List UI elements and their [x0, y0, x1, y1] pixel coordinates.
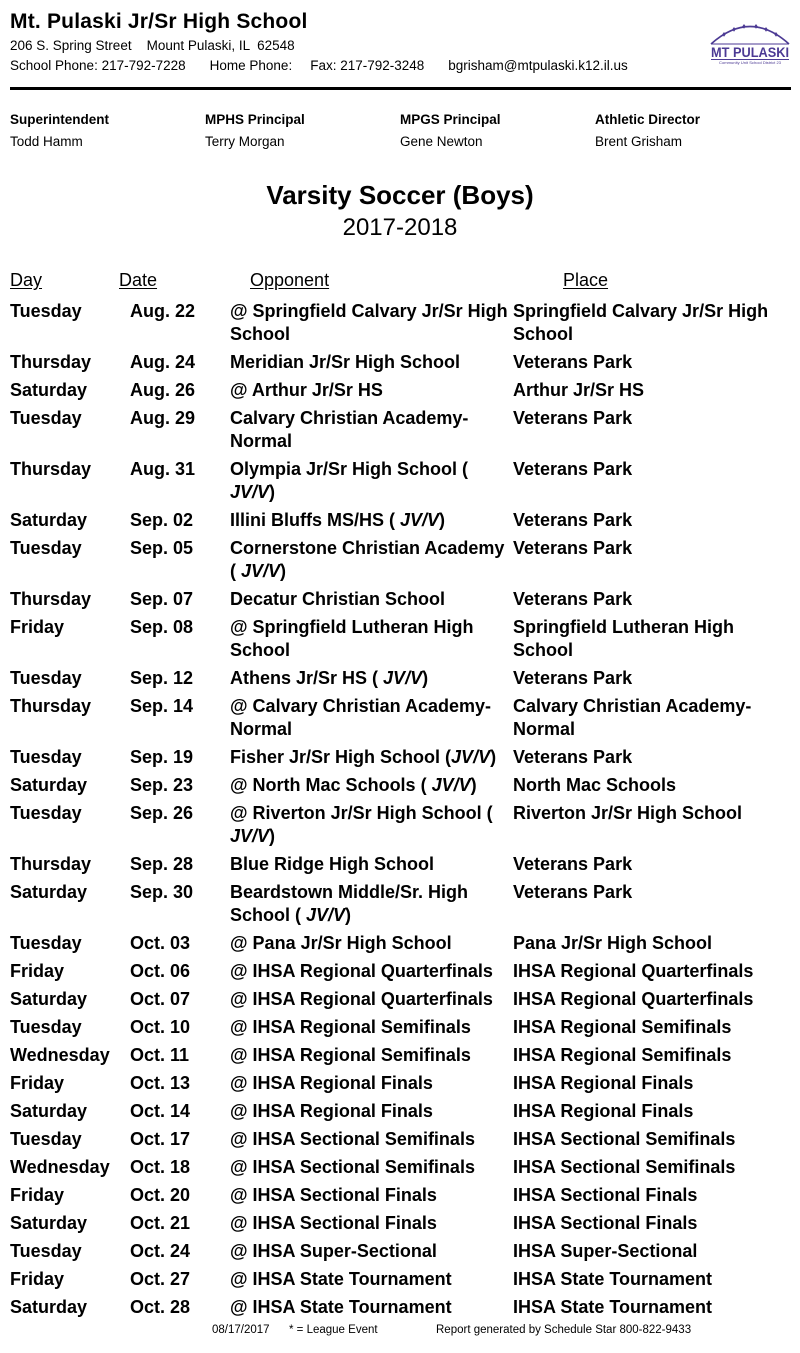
place-cell: IHSA Regional Finals: [513, 1073, 694, 1093]
date-cell: Oct. 07: [130, 989, 191, 1009]
staff-name: Brent Grisham: [595, 134, 683, 149]
schedule-row: [10, 802, 790, 848]
day-cell: Tuesday: [10, 668, 82, 688]
document-header: [0, 0, 800, 74]
day-cell: Saturday: [10, 775, 88, 795]
logo-tagline: Community Unit School District 23: [719, 60, 781, 65]
school-logo-graphic: [704, 16, 796, 66]
opponent-cell: @ IHSA Sectional Semifinals: [230, 1157, 475, 1177]
contact-email: bgrisham@mtpulaski.k12.il.us: [448, 58, 628, 73]
date-cell: Oct. 28: [130, 1297, 191, 1317]
opponent-cell: Meridian Jr/Sr High School: [230, 352, 461, 372]
schedule-row: [10, 960, 790, 983]
place-cell: Riverton Jr/Sr High School: [513, 803, 743, 823]
date-cell: Oct. 13: [130, 1073, 191, 1093]
day-cell: Thursday: [10, 352, 92, 372]
schedule-title-block: [0, 180, 800, 242]
day-cell: Friday: [10, 961, 65, 981]
schedule-row: [10, 988, 790, 1011]
schedule-row: [10, 407, 790, 453]
opponent-cell: @ Springfield Lutheran High School: [230, 617, 474, 660]
city-state-zip: Mount Pulaski, IL 62548: [146, 38, 295, 53]
schedule-row: [10, 300, 790, 346]
opponent-column-header: Opponent: [250, 270, 330, 290]
opponent-cell: Blue Ridge High School: [230, 854, 435, 874]
opponent-cell: @ IHSA Regional Finals: [230, 1101, 433, 1121]
date-cell: Oct. 21: [130, 1213, 191, 1233]
schedule-row: [10, 537, 790, 583]
date-cell: Aug. 22: [130, 301, 196, 321]
opponent-cell: @ Pana Jr/Sr High School: [230, 933, 452, 953]
day-cell: Tuesday: [10, 301, 82, 321]
date-cell: Sep. 30: [130, 882, 194, 902]
day-cell: Tuesday: [10, 1017, 82, 1037]
date-cell: Oct. 27: [130, 1269, 191, 1289]
day-cell: Friday: [10, 617, 65, 637]
date-cell: Sep. 26: [130, 803, 194, 823]
logo-wordmark: MT PULASKI: [711, 45, 789, 60]
page-title: Varsity Soccer (Boys): [266, 180, 534, 210]
day-cell: Tuesday: [10, 538, 82, 558]
date-cell: Sep. 05: [130, 538, 194, 558]
place-cell: Veterans Park: [513, 854, 633, 874]
day-cell: Tuesday: [10, 1241, 82, 1261]
opponent-cell: @ IHSA Regional Semifinals: [230, 1017, 471, 1037]
staff-role: Superintendent: [10, 112, 110, 127]
schedule-row: [10, 1268, 790, 1291]
fax-number: Fax: 217-792-3248: [310, 58, 425, 73]
place-cell: Veterans Park: [513, 408, 633, 428]
schedule-row: [10, 1240, 790, 1263]
schedule-row: [10, 616, 790, 662]
generator-credit: Report generated by Schedule Star 800-822-9433: [436, 1324, 692, 1336]
place-cell: IHSA State Tournament: [513, 1297, 713, 1317]
opponent-cell: Fisher Jr/Sr High School (JV/V): [230, 747, 497, 767]
opponent-cell: Beardstown Middle/Sr. High School ( JV/V): [230, 882, 469, 925]
place-cell: IHSA Regional Finals: [513, 1101, 694, 1121]
date-cell: Aug. 24: [130, 352, 196, 372]
opponent-cell: @ IHSA State Tournament: [230, 1269, 452, 1289]
date-cell: Sep. 08: [130, 617, 194, 637]
date-cell: Aug. 29: [130, 408, 196, 428]
document-footer: [0, 1324, 800, 1340]
date-cell: Oct. 17: [130, 1129, 191, 1149]
day-cell: Thursday: [10, 696, 92, 716]
schedule-row: [10, 1296, 790, 1319]
day-cell: Tuesday: [10, 933, 82, 953]
opponent-cell: @ IHSA Regional Quarterfinals: [230, 989, 493, 1009]
date-cell: Sep. 07: [130, 589, 194, 609]
opponent-cell: Calvary Christian Academy-Normal: [230, 408, 469, 451]
opponent-cell: Illini Bluffs MS/HS ( JV/V): [230, 510, 446, 530]
schedule-row: [10, 667, 790, 690]
opponent-cell: @ Riverton Jr/Sr High School ( JV/V): [230, 803, 493, 846]
header-divider: [10, 87, 791, 90]
place-cell: IHSA Regional Quarterfinals: [513, 989, 754, 1009]
schedule-row: [10, 588, 790, 611]
staff-directory: [0, 112, 800, 149]
staff-role: MPHS Principal: [205, 112, 305, 127]
place-cell: Veterans Park: [513, 352, 633, 372]
day-cell: Friday: [10, 1073, 65, 1093]
school-logo: [704, 16, 796, 66]
schedule-table-body: [10, 300, 790, 1319]
school-contact-line: [10, 57, 790, 74]
place-cell: IHSA State Tournament: [513, 1269, 713, 1289]
date-cell: Sep. 12: [130, 668, 194, 688]
season-subtitle: 2017-2018: [342, 214, 458, 241]
school-name: Mt. Pulaski Jr/Sr High School: [10, 10, 308, 33]
date-cell: Oct. 03: [130, 933, 191, 953]
schedule-table-header: [10, 269, 790, 291]
date-cell: Oct. 24: [130, 1241, 191, 1261]
day-cell: Thursday: [10, 589, 92, 609]
schedule-row: [10, 1184, 790, 1207]
opponent-cell: @ IHSA Regional Finals: [230, 1073, 433, 1093]
day-cell: Saturday: [10, 1213, 88, 1233]
league-event-legend: * = League Event: [289, 1324, 378, 1336]
day-cell: Tuesday: [10, 803, 82, 823]
date-cell: Aug. 26: [130, 380, 196, 400]
opponent-cell: @ Springfield Calvary Jr/Sr High School: [230, 301, 508, 344]
opponent-cell: Olympia Jr/Sr High School ( JV/V): [230, 459, 469, 502]
day-cell: Thursday: [10, 459, 92, 479]
place-cell: IHSA Sectional Finals: [513, 1213, 698, 1233]
date-cell: Sep. 19: [130, 747, 194, 767]
opponent-cell: Athens Jr/Sr HS ( JV/V): [230, 668, 429, 688]
day-cell: Saturday: [10, 510, 88, 530]
staff-entry: [595, 112, 790, 149]
day-cell: Saturday: [10, 1101, 88, 1121]
staff-entry: [400, 112, 595, 149]
place-cell: North Mac Schools: [513, 775, 677, 795]
place-cell: Veterans Park: [513, 882, 633, 902]
date-cell: Oct. 20: [130, 1185, 191, 1205]
place-cell: Veterans Park: [513, 747, 633, 767]
opponent-cell: Cornerstone Christian Academy ( JV/V): [230, 538, 505, 581]
date-cell: Oct. 14: [130, 1101, 191, 1121]
date-cell: Oct. 11: [130, 1045, 190, 1065]
schedule-row: [10, 1044, 790, 1067]
opponent-cell: @ IHSA Regional Semifinals: [230, 1045, 471, 1065]
school-phone: School Phone: 217-792-7228: [10, 58, 186, 73]
place-cell: IHSA Sectional Semifinals: [513, 1157, 736, 1177]
schedule-row: [10, 458, 790, 504]
place-cell: Veterans Park: [513, 538, 633, 558]
place-cell: IHSA Regional Semifinals: [513, 1017, 732, 1037]
place-cell: IHSA Regional Quarterfinals: [513, 961, 754, 981]
place-cell: IHSA Sectional Semifinals: [513, 1129, 736, 1149]
schedule-row: [10, 1128, 790, 1151]
date-cell: Oct. 06: [130, 961, 191, 981]
schedule-row: [10, 509, 790, 532]
staff-entry: [205, 112, 400, 149]
staff-role: Athletic Director: [595, 112, 701, 127]
schedule-row: [10, 351, 790, 374]
place-cell: Springfield Calvary Jr/Sr High School: [513, 301, 769, 344]
opponent-cell: @ IHSA State Tournament: [230, 1297, 452, 1317]
staff-name: Todd Hamm: [10, 134, 83, 149]
opponent-cell: @ IHSA Sectional Finals: [230, 1213, 437, 1233]
schedule-row: [10, 1016, 790, 1039]
day-cell: Saturday: [10, 882, 88, 902]
place-cell: Springfield Lutheran High School: [513, 617, 734, 660]
schedule-row: [10, 1156, 790, 1179]
home-phone-label: Home Phone:: [209, 58, 293, 73]
place-cell: Veterans Park: [513, 668, 633, 688]
schedule-table: [0, 269, 800, 1319]
staff-name: Gene Newton: [400, 134, 483, 149]
place-cell: Arthur Jr/Sr HS: [513, 380, 645, 400]
staff-role: MPGS Principal: [400, 112, 501, 127]
school-address: [10, 37, 790, 54]
opponent-cell: @ IHSA Sectional Finals: [230, 1185, 437, 1205]
opponent-cell: @ IHSA Sectional Semifinals: [230, 1129, 475, 1149]
place-column-header: Place: [563, 270, 609, 290]
day-cell: Tuesday: [10, 1129, 82, 1149]
staff-entry: [10, 112, 205, 149]
schedule-row: [10, 774, 790, 797]
report-date: 08/17/2017: [212, 1324, 270, 1336]
schedule-row: [10, 881, 790, 927]
day-cell: Tuesday: [10, 408, 82, 428]
day-cell: Wednesday: [10, 1045, 110, 1065]
date-cell: Sep. 14: [130, 696, 194, 716]
opponent-cell: @ Arthur Jr/Sr HS: [230, 380, 383, 400]
day-cell: Wednesday: [10, 1157, 110, 1177]
schedule-row: [10, 853, 790, 876]
opponent-cell: @ Calvary Christian Academy-Normal: [230, 696, 491, 739]
place-cell: IHSA Regional Semifinals: [513, 1045, 732, 1065]
schedule-row: [10, 932, 790, 955]
date-cell: Oct. 18: [130, 1157, 191, 1177]
day-cell: Tuesday: [10, 747, 82, 767]
schedule-row: [10, 1212, 790, 1235]
place-cell: IHSA Super-Sectional: [513, 1241, 698, 1261]
date-cell: Sep. 23: [130, 775, 194, 795]
place-cell: Veterans Park: [513, 510, 633, 530]
opponent-cell: @ IHSA Super-Sectional: [230, 1241, 437, 1261]
opponent-cell: @ North Mac Schools ( JV/V): [230, 775, 477, 795]
street-address: 206 S. Spring Street: [10, 38, 132, 53]
opponent-cell: Decatur Christian School: [230, 589, 446, 609]
day-cell: Friday: [10, 1269, 65, 1289]
day-column-header: Day: [10, 270, 43, 290]
day-cell: Thursday: [10, 854, 92, 874]
schedule-row: [10, 379, 790, 402]
day-cell: Saturday: [10, 1297, 88, 1317]
schedule-row: [10, 1072, 790, 1095]
place-cell: Pana Jr/Sr High School: [513, 933, 713, 953]
place-cell: Veterans Park: [513, 459, 633, 479]
date-cell: Sep. 02: [130, 510, 194, 530]
schedule-row: [10, 695, 790, 741]
opponent-cell: @ IHSA Regional Quarterfinals: [230, 961, 493, 981]
place-cell: Calvary Christian Academy-Normal: [513, 696, 752, 739]
date-cell: Oct. 10: [130, 1017, 191, 1037]
date-column-header: Date: [119, 270, 158, 290]
date-cell: Aug. 31: [130, 459, 196, 479]
place-cell: Veterans Park: [513, 589, 633, 609]
day-cell: Saturday: [10, 989, 88, 1009]
date-cell: Sep. 28: [130, 854, 194, 874]
day-cell: Saturday: [10, 380, 88, 400]
staff-name: Terry Morgan: [205, 134, 285, 149]
schedule-row: [10, 1100, 790, 1123]
day-cell: Friday: [10, 1185, 65, 1205]
place-cell: IHSA Sectional Finals: [513, 1185, 698, 1205]
schedule-row: [10, 746, 790, 769]
